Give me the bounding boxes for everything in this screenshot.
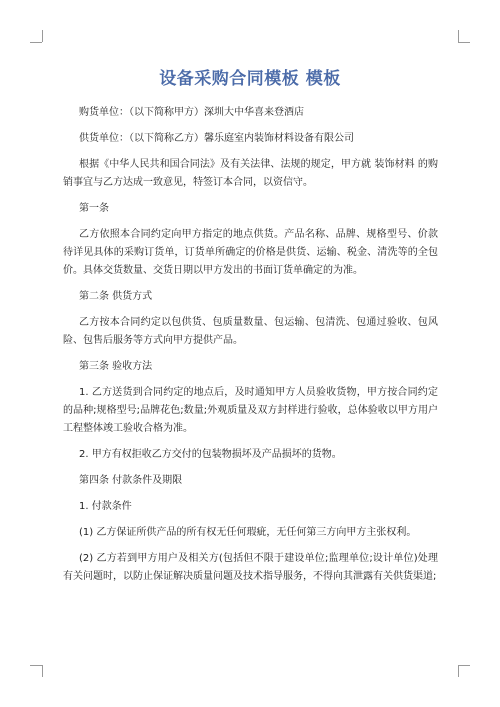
article-1-heading: 第一条 <box>79 203 109 214</box>
document-title: 设备采购合同模板 模板 <box>159 69 341 89</box>
article-3-item-2: 2. 甲方有权拒收乙方交付的包装物损坏及产品损坏的货物。 <box>79 449 342 460</box>
preamble-paragraph: 根据《中华人民共和国合同法》及有关法律、法规的规定，甲方就 装饰材料 的购销事宜与乙方达成一致意见，特签订本合同，以资信守。 <box>63 159 438 188</box>
purchaser-line: 购货单位：（以下简称甲方）深圳大中华喜来登酒店 <box>79 107 304 118</box>
article-3-item-1: 1. 乙方送货到合同约定的地点后，及时通知甲方人员验收货物，甲方按合同约定的品种;规格型号;品牌花色;数量;外观质量及双方封样进行验收，总体验收以甲方用户工程整体竣工验收合格为准。 <box>63 387 438 434</box>
article-3-heading: 第三条 验收方法 <box>79 361 153 372</box>
article-4-heading: 第四条 付款条件及期限 <box>79 475 183 486</box>
article-2-text: 乙方按本合同约定以包供货、包质量数量、包运输、包清洗、包通过验收、包风险、包售后服务等方式向甲方提供产品。 <box>63 317 438 346</box>
article-2-heading: 第二条 供货方式 <box>79 291 153 302</box>
supplier-line: 供货单位：（以下简称乙方）馨乐庭室内装饰材料设备有限公司 <box>79 133 354 144</box>
document-body <box>63 104 438 594</box>
article-4-clause-2: (2) 乙方若到甲方用户及相关方(包括但不限于建设单位;监理单位;设计单位)处理有关问题时，以防止保证解决质量问题及技术指导服务，不得向其泄露有关供货渠道; <box>63 553 438 582</box>
article-1-text: 乙方依照本合同约定向甲方指定的地点供货。产品名称、品牌、规格型号、价款待详见具体的采购订货单，订货单所确定的价格是供货、运输、税金、清洗等的全包价。具体交货数量、交货日期以甲方发出的书面订货单确定的为准。 <box>63 229 438 276</box>
article-4-subheading: 1. 付款条件 <box>79 501 132 512</box>
article-4-clause-1: (1) 乙方保证所供产品的所有权无任何瑕疵，无任何第三方向甲方主张权利。 <box>79 527 417 538</box>
